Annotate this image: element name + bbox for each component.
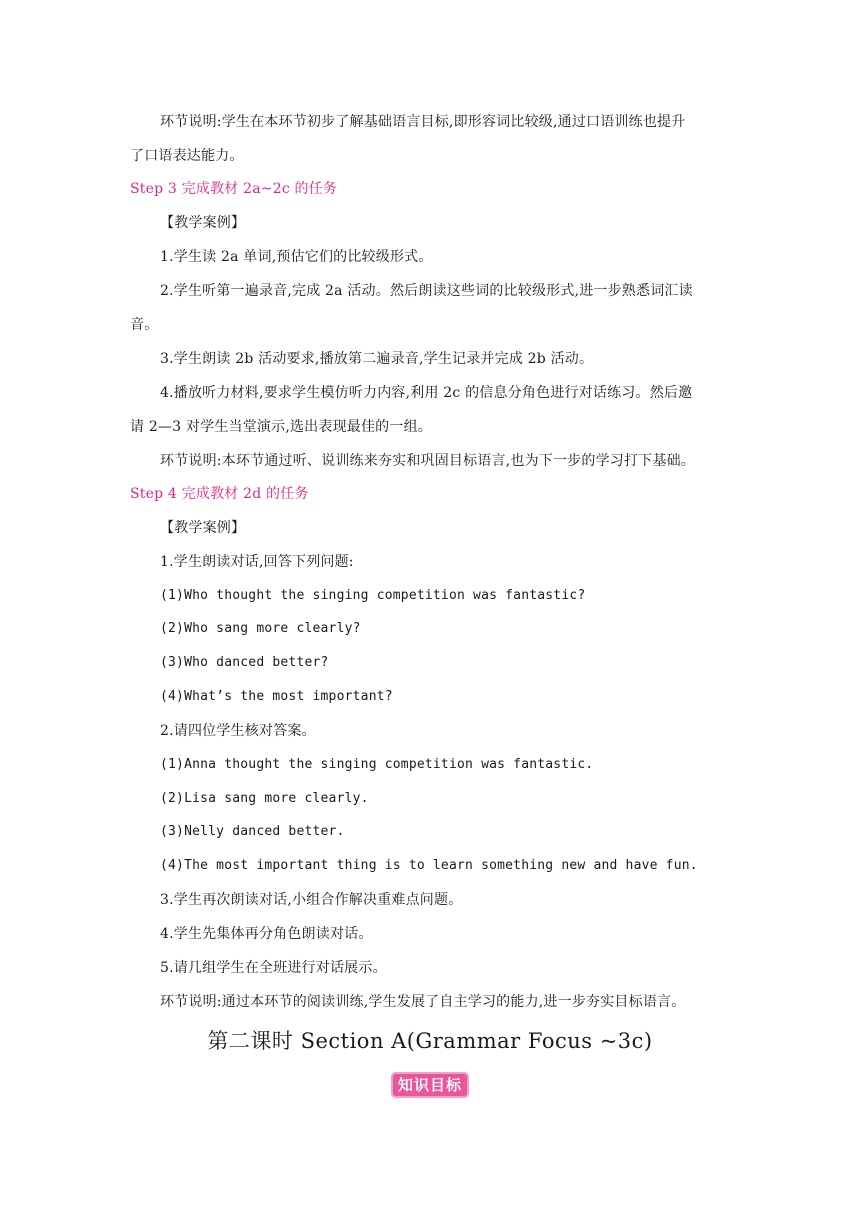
section-summary: 环节说明:本环节通过听、说训练来夯实和巩固目标语言,也为下一步的学习打下基础。 [160, 453, 695, 469]
question-item: (2)Who sang more clearly? [160, 621, 361, 636]
list-item: 2.请四位学生核对答案。 [160, 723, 316, 739]
answer-item: (4)The most important thing is to learn something new and have fun. [160, 858, 698, 873]
list-item: 1.学生朗读对话,回答下列问题: [160, 554, 354, 570]
case-label: 【教学案例】 [160, 215, 246, 231]
case-label: 【教学案例】 [160, 520, 246, 536]
answer-item: (3)Nelly danced better. [160, 824, 345, 839]
list-item: 1.学生读 2a 单词,预估它们的比较级形式。 [160, 249, 433, 265]
list-item-continuation: 请 2—3 对学生当堂演示,选出表现最佳的一组。 [130, 419, 432, 435]
answer-item: (1)Anna thought the singing competition was fantastic. [160, 757, 594, 772]
list-item: 2.学生听第一遍录音,完成 2a 活动。然后朗读这些词的比较级形式,进一步熟悉词汇读 [160, 283, 693, 299]
list-item-continuation: 音。 [130, 317, 159, 333]
answer-item: (2)Lisa sang more clearly. [160, 791, 369, 806]
list-item: 3.学生朗读 2b 活动要求,播放第二遍录音,学生记录并完成 2b 活动。 [160, 351, 594, 367]
list-item: 4.播放听力材料,要求学生模仿听力内容,利用 2c 的信息分角色进行对话练习。然后邀 [160, 385, 693, 401]
question-item: (1)Who thought the singing competition was fantastic? [160, 588, 586, 603]
intro-paragraph-line: 了口语表达能力。 [130, 148, 244, 164]
step4-heading: Step 4 完成教材 2d 的任务 [130, 486, 309, 502]
intro-paragraph-line: 环节说明:学生在本环节初步了解基础语言目标,即形容词比较级,通过口语训练也提升 [160, 114, 686, 130]
question-item: (3)Who danced better? [160, 655, 329, 670]
list-item: 3.学生再次朗读对话,小组合作解决重难点问题。 [160, 892, 463, 908]
lesson-title: 第二课时 Section A(Grammar Focus ~3c) [207, 1029, 653, 1053]
question-item: (4)What’s the most important? [160, 689, 393, 704]
step3-heading: Step 3 完成教材 2a~2c 的任务 [130, 181, 338, 197]
knowledge-goal-badge: 知识目标 [391, 1072, 469, 1098]
list-item: 4.学生先集体再分角色朗读对话。 [160, 926, 373, 942]
list-item: 5.请几组学生在全班进行对话展示。 [160, 960, 387, 976]
section-summary: 环节说明:通过本环节的阅读训练,学生发展了自主学习的能力,进一步夯实目标语言。 [160, 994, 686, 1010]
